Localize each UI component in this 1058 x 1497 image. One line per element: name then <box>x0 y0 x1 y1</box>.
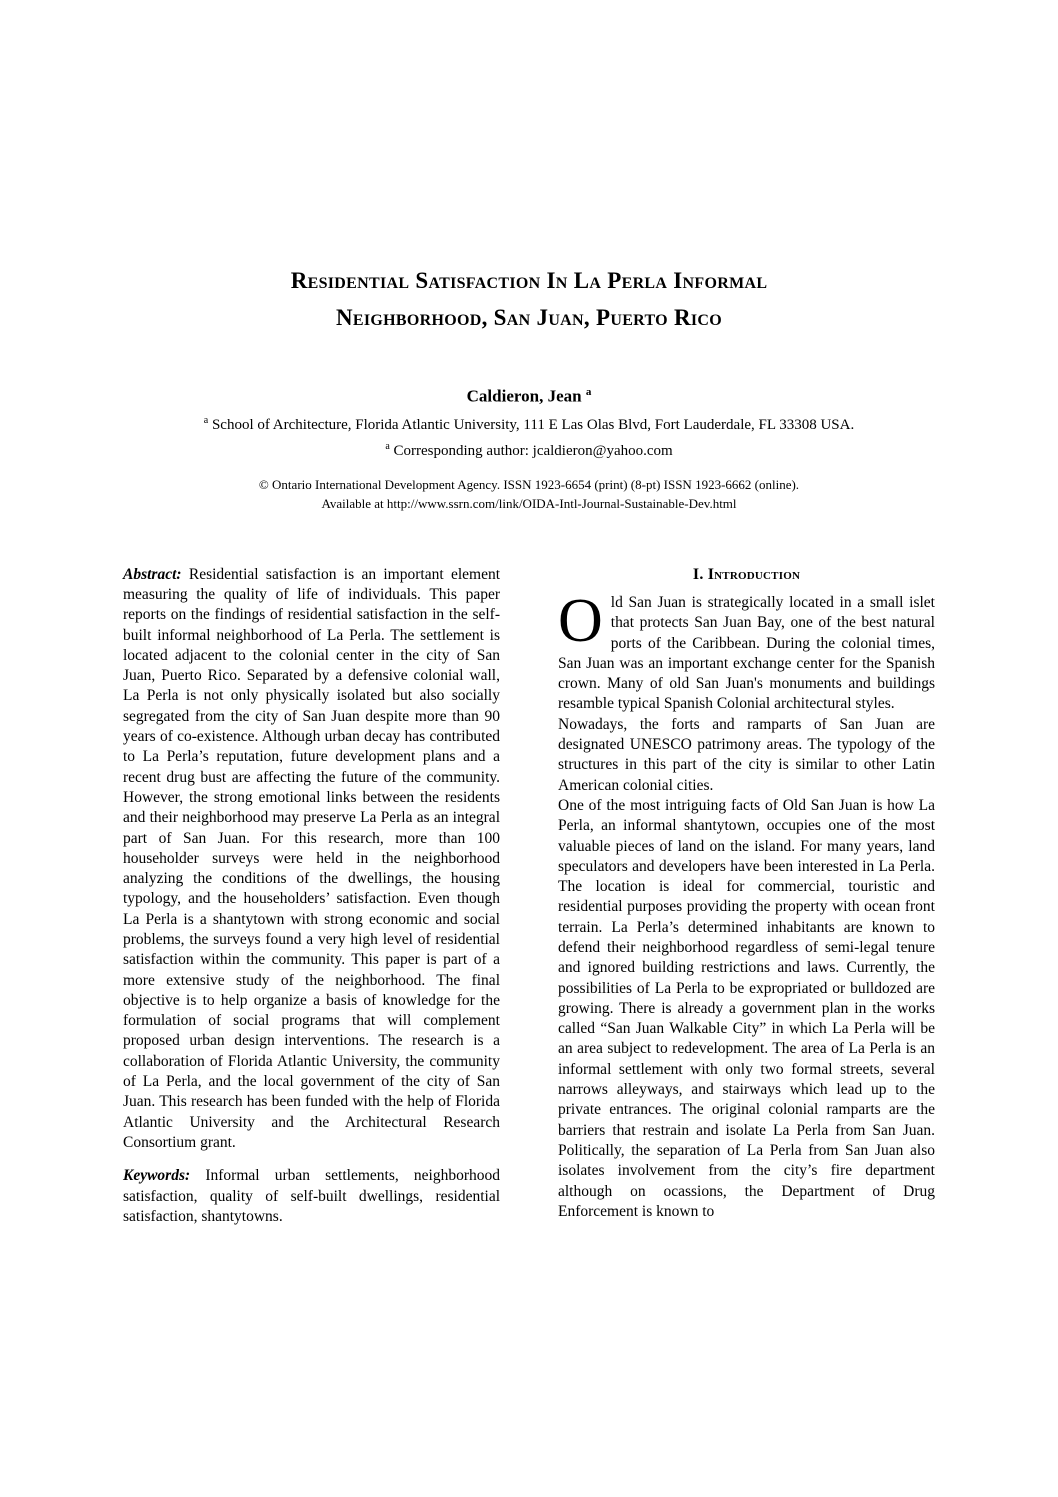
corresponding-author-line <box>123 437 935 461</box>
abstract-paragraph <box>123 565 500 1154</box>
abstract-text: Residential satisfaction is an important element measuring the quality of life of individuals. This paper reports on the findings of residential satisfaction in the self-built informal neighborhood of La Perla. The settlement is located adjacent to the colonial center in the city of San Juan, Puerto Rico. Separated by a defensive colonial wall, La Perla is not only physically isolated but also socially segregated from the city of San Juan despite more than 90 years of co-existence. Although urban decay has contributed to La Perla’s reputation, future development plans and a recent drug bust are affecting the future of the community. However, the strong emotional links between the residents and their neighborhood may preserve La Perla as an integral part of San Juan. For this research, more than 100 householder surveys were held in the neighborhood analyzing the conditions of the dwellings, the housing typology, and the householders’ satisfaction. Even though La Perla is a shantytown with strong economic and social problems, the surveys found a very high level of residential satisfaction within the community. This paper is part of a more extensive study of the neighborhood. The final objective is to help organize a basis of knowledge for the formulation of social programs that will complement proposed urban design interventions. The research is a collaboration of Florida Atlantic University, the community of La Perla, and the local government of the city of San Juan. This research has been funded with the help of Florida Atlantic University and the Architectural Research Consortium grant. <box>123 565 501 1151</box>
affiliation-line <box>123 411 935 435</box>
keywords-paragraph <box>123 1166 500 1227</box>
left-column <box>123 565 500 1228</box>
publisher-imprint <box>123 475 935 513</box>
paper-header <box>123 0 935 513</box>
corresponding-text: Corresponding author: jcaldieron@yahoo.com <box>393 442 673 459</box>
introduction-paragraph-1 <box>558 586 935 715</box>
keywords-text: Informal urban settlements, neighborhood satisfaction, quality of self-built dwellings, residential satisfaction, shantytowns. <box>123 1167 500 1225</box>
author-name: Caldieron, Jean <box>466 386 582 406</box>
two-column-body <box>123 565 935 1228</box>
right-column <box>558 565 935 1228</box>
imprint-issn-line: © Ontario International Development Agency. ISSN 1923-6654 (print) (8-pt) ISSN 1923-6662 (online). <box>258 476 800 492</box>
introduction-paragraph-2: Nowadays, the forts and ramparts of San Juan are designated UNESCO patrimony areas. The typology of the structures in this part of the city is similar to other Latin American colonial cities. <box>558 715 935 794</box>
affiliation-mark: a <box>203 414 209 426</box>
drop-cap: O <box>558 586 603 655</box>
introduction-paragraph-1-text: ld San Juan is strategically located in a small islet that protects San Juan Bay, one of the best natural ports of the Caribbean. During the colonial times, San Juan was an important exchange center for the Spanish crown. Many of old San Juan's monuments and buildings resamble typical Spanish Colonial architectural styles. <box>558 593 935 713</box>
section-heading-introduction: I. Introduction <box>692 565 801 583</box>
keywords-label: Keywords: <box>123 1167 191 1185</box>
corresponding-mark: a <box>385 440 390 452</box>
imprint-url-line: Available at http://www.ssrn.com/link/OIDA-Intl-Journal-Sustainable-Dev.html <box>321 495 737 511</box>
affiliation-text: School of Architecture, Florida Atlantic University, 111 E Las Olas Blvd, Fort Lauderdale, FL 33308 USA. <box>211 416 855 433</box>
author-affiliation-mark: a <box>585 386 592 398</box>
paper-title-line-2: Neighborhood, San Juan, Puerto Rico <box>336 305 722 330</box>
abstract-label: Abstract: <box>123 565 182 583</box>
paper-title <box>123 262 935 336</box>
paper-title-line-1: Residential Satisfaction In La Perla Informal <box>290 268 768 293</box>
introduction-paragraph-3: One of the most intriguing facts of Old San Juan is how La Perla, an informal shantytown, occupies one of the most valuable pieces of land on the island. For many years, land speculators and developers have been interested in La Perla. The location is ideal for commercial, touristic and residential purposes providing the property with ocean front terrain. La Perla’s determined inhabitants are known to defend their neighborhood regardless of semi-legal tenure and ignored building restrictions and laws. Currently, the possibilities of La Perla to be expropriated or bulldozed are growing. There is already a government plan in the works called “San Juan Walkable City” in which La Perla will be an area subject to redevelopment. The area of La Perla is an informal settlement with only two formal streets, several narrows alleyways, and stairways which lead up to the private entrances. The original colonial ramparts are the barriers that restrain and isolate La Perla from San Juan. Politically, the separation of La Perla from San Juan also isolates involvement from the city’s fire department although on ocassions, the Department of Drug Enforcement is known to <box>558 796 935 1220</box>
author-line <box>123 382 935 407</box>
